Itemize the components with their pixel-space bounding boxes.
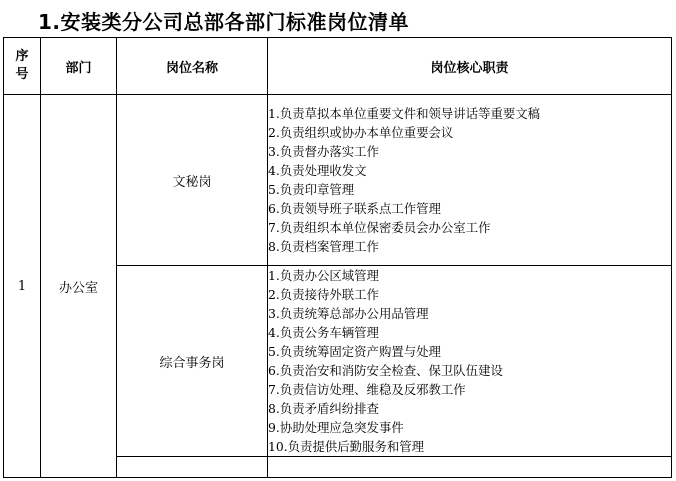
duty-item: 4.负责处理收发文 bbox=[268, 163, 367, 178]
header-serial-line2: 号 bbox=[15, 67, 29, 82]
duty-item: 8.负责档案管理工作 bbox=[268, 239, 379, 254]
duty-item: 4.负责公务车辆管理 bbox=[268, 325, 379, 340]
duty-item: 7.负责组织本单位保密委员会办公室工作 bbox=[268, 220, 491, 235]
duty-item: 1.负责草拟本单位重要文件和领导讲话等重要文稿 bbox=[268, 106, 541, 121]
duty-item: 5.负责印章管理 bbox=[268, 182, 355, 197]
position-name-cell: 综合事务岗 bbox=[117, 266, 268, 457]
table-row bbox=[4, 95, 672, 266]
table-header-row bbox=[4, 38, 672, 95]
duty-item: 2.负责组织或协办本单位重要会议 bbox=[268, 125, 454, 140]
duty-item: 7.负责信访处理、维稳及反邪教工作 bbox=[268, 382, 466, 397]
position-name-cell: 文秘岗 bbox=[117, 95, 268, 266]
duty-item: 5.负责统筹固定资产购置与处理 bbox=[268, 344, 441, 359]
duty-item: 3.负责督办落实工作 bbox=[268, 144, 379, 159]
duty-item: 3.负责统筹总部办公用品管理 bbox=[268, 306, 429, 321]
department-cell: 办公室 bbox=[41, 95, 117, 478]
duty-item: 1.负责办公区域管理 bbox=[268, 268, 379, 283]
duty-item: 8.负责矛盾纠纷排查 bbox=[268, 401, 379, 416]
header-serial-number bbox=[4, 38, 41, 95]
duties-cell bbox=[268, 266, 672, 457]
header-position-name: 岗位名称 bbox=[117, 38, 268, 95]
serial-number-cell: 1 bbox=[4, 95, 41, 478]
header-core-duties: 岗位核心职责 bbox=[268, 38, 672, 95]
duty-item: 9.协助处理应急突发事件 bbox=[268, 420, 404, 435]
duty-item: 6.负责治安和消防安全检查、保卫队伍建设 bbox=[268, 363, 503, 378]
duties-cell bbox=[268, 95, 672, 266]
document-title: 1.安装类分公司总部各部门标准岗位清单 bbox=[38, 10, 410, 34]
header-serial-line1: 序 bbox=[15, 49, 29, 64]
position-list-table bbox=[3, 37, 672, 478]
position-name-cell bbox=[117, 457, 268, 478]
header-department: 部门 bbox=[41, 38, 117, 95]
duty-item: 10.负责提供后勤服务和管理 bbox=[268, 439, 425, 454]
duty-item: 2.负责接待外联工作 bbox=[268, 287, 379, 302]
duties-cell bbox=[268, 457, 672, 478]
duty-item: 6.负责领导班子联系点工作管理 bbox=[268, 201, 441, 216]
